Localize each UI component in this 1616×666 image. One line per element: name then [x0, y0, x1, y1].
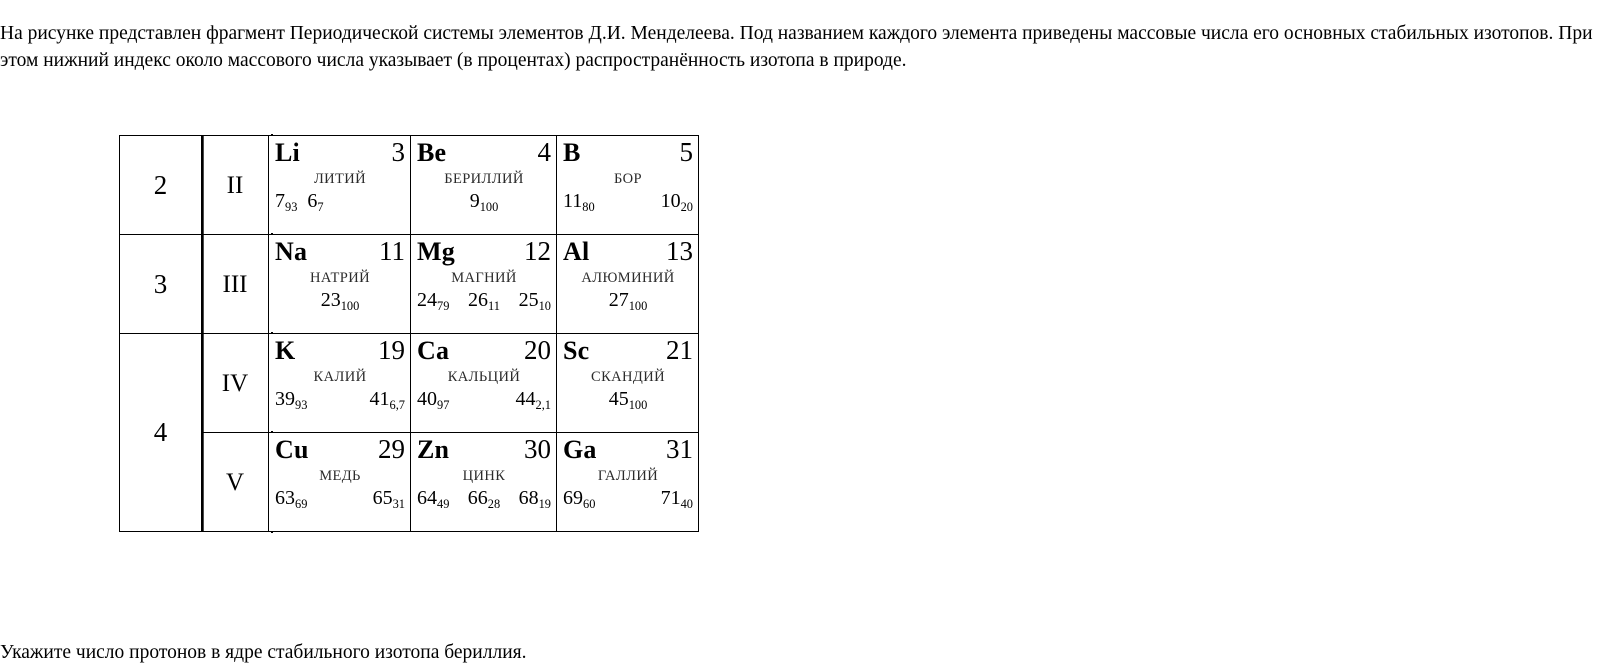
element-cell: [557, 136, 699, 235]
isotope-list: [563, 288, 693, 313]
element-header: [563, 436, 693, 463]
question-text: Укажите число протонов в ядре стабильного изотопа бериллия.: [0, 641, 527, 663]
isotope-mass-number: 7: [275, 189, 285, 212]
element-cell: [269, 235, 411, 334]
isotope-entry: [608, 288, 648, 313]
isotope-mass-number: 63: [275, 486, 295, 509]
element-cell: [557, 334, 699, 433]
element-header: [563, 238, 693, 265]
element-symbol: B: [563, 138, 581, 167]
isotope-abundance-percent: 97: [437, 397, 450, 412]
isotope-entry: [275, 486, 308, 511]
element-name: БОР: [614, 171, 642, 187]
element-header: [275, 436, 405, 463]
isotope-entry: [320, 288, 360, 313]
element-symbol: K: [275, 336, 296, 365]
isotope-abundance-percent: 100: [628, 298, 648, 313]
isotope-entry: [518, 288, 551, 313]
isotope-entry: [369, 387, 406, 412]
isotope-list: [417, 486, 551, 511]
isotope-list: [275, 486, 405, 511]
element-header: [417, 139, 551, 166]
table-row: [120, 433, 699, 532]
isotope-abundance-percent: 6,7: [389, 397, 405, 412]
period-number-cell: 4: [120, 334, 202, 532]
element-symbol: Na: [275, 237, 308, 266]
isotope-list: [417, 288, 551, 313]
isotope-mass-number: 69: [563, 486, 583, 509]
isotope-entry: [660, 189, 693, 214]
isotope-mass-number: 25: [518, 288, 539, 311]
isotope-abundance-percent: 49: [437, 496, 450, 511]
element-name: ГАЛЛИЙ: [597, 468, 659, 484]
element-cell: [557, 433, 699, 532]
isotope-list: [563, 486, 693, 511]
element-symbol: Al: [563, 237, 590, 266]
series-numeral-cell: V: [202, 433, 269, 532]
isotope-abundance-percent: 100: [340, 298, 360, 313]
element-header: [563, 337, 693, 364]
isotope-abundance-percent: 80: [582, 199, 595, 214]
atomic-number: 11: [379, 236, 405, 266]
element-symbol: Cu: [275, 435, 309, 464]
element-cell: [557, 235, 699, 334]
atomic-number: 12: [524, 236, 551, 266]
isotope-entry: [518, 486, 551, 511]
element-name: МАГНИЙ: [451, 270, 517, 286]
element-cell: [269, 136, 411, 235]
series-numeral-cell: IV: [202, 334, 269, 433]
isotope-mass-number: 71: [660, 486, 681, 509]
element-name: АЛЮМИНИЙ: [581, 270, 675, 286]
intro-paragraph: На рисунке представлен фрагмент Периодической системы элементов Д.И. Менделеева. Под названием каждого элемента приведены массовые числа его основных стабильных изотопов. При этом нижний индекс около массового числа указывает (в процентах) распространённость изотопа в природе.: [0, 22, 1598, 71]
element-symbol: Zn: [417, 435, 450, 464]
atomic-number: 20: [524, 335, 551, 365]
periodic-table-fragment: [119, 135, 699, 532]
period-number-cell: 2: [120, 136, 202, 235]
table-row: [120, 136, 699, 235]
isotope-abundance-percent: 20: [680, 199, 693, 214]
element-name: МЕДЬ: [319, 468, 361, 484]
isotope-abundance-percent: 60: [583, 496, 596, 511]
isotope-abundance-percent: 40: [680, 496, 693, 511]
element-symbol: Li: [275, 138, 300, 167]
isotope-entry: [468, 288, 500, 313]
element-name: КАЛИЙ: [313, 369, 367, 385]
isotope-mass-number: 9: [469, 189, 480, 212]
isotope-entry: [275, 387, 308, 412]
isotope-mass-number: 65: [372, 486, 393, 509]
isotope-entry: [608, 387, 648, 412]
isotope-entry: [417, 288, 450, 313]
element-header: [275, 238, 405, 265]
element-header: [417, 337, 551, 364]
element-header: [563, 139, 693, 166]
isotope-mass-number: 41: [369, 387, 390, 410]
element-symbol: Ga: [563, 435, 597, 464]
atomic-number: 29: [378, 434, 405, 464]
table-row: [120, 334, 699, 433]
isotope-entry: [417, 486, 450, 511]
isotope-list: [563, 189, 693, 214]
series-numeral-cell: II: [202, 136, 269, 235]
element-header: [275, 337, 405, 364]
isotope-list: [563, 387, 693, 412]
isotope-list: [275, 288, 405, 313]
isotope-mass-number: 66: [467, 486, 488, 509]
series-numeral-cell: III: [202, 235, 269, 334]
isotope-mass-number: 44: [515, 387, 536, 410]
element-name: БЕРИЛЛИЙ: [444, 171, 524, 187]
period-number-cell: 3: [120, 235, 202, 334]
isotope-entry: [275, 189, 298, 214]
element-name: ЛИТИЙ: [313, 171, 367, 187]
isotope-abundance-percent: 2,1: [535, 397, 551, 412]
isotope-abundance-percent: 10: [538, 298, 551, 313]
isotope-entry: [563, 189, 595, 214]
isotope-mass-number: 11: [563, 189, 583, 212]
atomic-number: 21: [666, 335, 693, 365]
isotope-abundance-percent: 11: [488, 298, 500, 313]
isotope-mass-number: 26: [468, 288, 489, 311]
element-symbol: Ca: [417, 336, 450, 365]
isotope-mass-number: 40: [417, 387, 437, 410]
atomic-number: 4: [537, 137, 551, 167]
isotope-mass-number: 64: [417, 486, 437, 509]
isotope-mass-number: 68: [518, 486, 539, 509]
isotope-list: [417, 189, 551, 214]
atomic-number: 31: [666, 434, 693, 464]
isotope-entry: [660, 486, 693, 511]
element-symbol: Sc: [563, 336, 590, 365]
isotope-list: [275, 387, 405, 412]
element-header: [417, 238, 551, 265]
isotope-abundance-percent: 7: [317, 199, 324, 214]
atomic-number: 13: [666, 236, 693, 266]
isotope-mass-number: 23: [320, 288, 341, 311]
isotope-abundance-percent: 19: [538, 496, 551, 511]
isotope-abundance-percent: 93: [295, 397, 308, 412]
element-cell: [269, 334, 411, 433]
isotope-abundance-percent: 79: [437, 298, 450, 313]
element-cell: [411, 433, 557, 532]
isotope-entry: [563, 486, 596, 511]
element-symbol: Be: [417, 138, 447, 167]
element-header: [275, 139, 405, 166]
isotope-mass-number: 24: [417, 288, 437, 311]
isotope-entry: [467, 486, 501, 511]
atomic-number: 3: [391, 137, 405, 167]
element-name: КАЛЬЦИЙ: [447, 369, 521, 385]
isotope-abundance-percent: 69: [295, 496, 308, 511]
isotope-entry: [515, 387, 552, 412]
isotope-mass-number: 45: [608, 387, 629, 410]
isotope-abundance-percent: 28: [487, 496, 501, 511]
isotope-abundance-percent: 93: [285, 199, 298, 214]
isotope-entry: [307, 189, 324, 214]
atomic-number: 19: [378, 335, 405, 365]
isotope-list: [275, 189, 405, 214]
atomic-number: 30: [524, 434, 551, 464]
element-name: СКАНДИЙ: [591, 369, 665, 385]
element-header: [417, 436, 551, 463]
element-name: ЦИНК: [462, 468, 506, 484]
isotope-mass-number: 10: [660, 189, 681, 212]
atomic-number: 5: [679, 137, 693, 167]
isotope-list: [417, 387, 551, 412]
isotope-abundance-percent: 31: [392, 496, 405, 511]
isotope-mass-number: 6: [307, 189, 318, 212]
isotope-abundance-percent: 100: [479, 199, 499, 214]
isotope-abundance-percent: 100: [628, 397, 648, 412]
isotope-entry: [417, 387, 450, 412]
isotope-mass-number: 39: [275, 387, 295, 410]
element-cell: [411, 334, 557, 433]
element-name: НАТРИЙ: [310, 270, 370, 286]
element-cell: [411, 235, 557, 334]
isotope-entry: [469, 189, 499, 214]
table-row: [120, 235, 699, 334]
isotope-entry: [372, 486, 405, 511]
isotope-mass-number: 27: [608, 288, 629, 311]
periodic-table-body: [120, 136, 699, 532]
element-cell: [269, 433, 411, 532]
element-symbol: Mg: [417, 237, 455, 266]
element-cell: [411, 136, 557, 235]
